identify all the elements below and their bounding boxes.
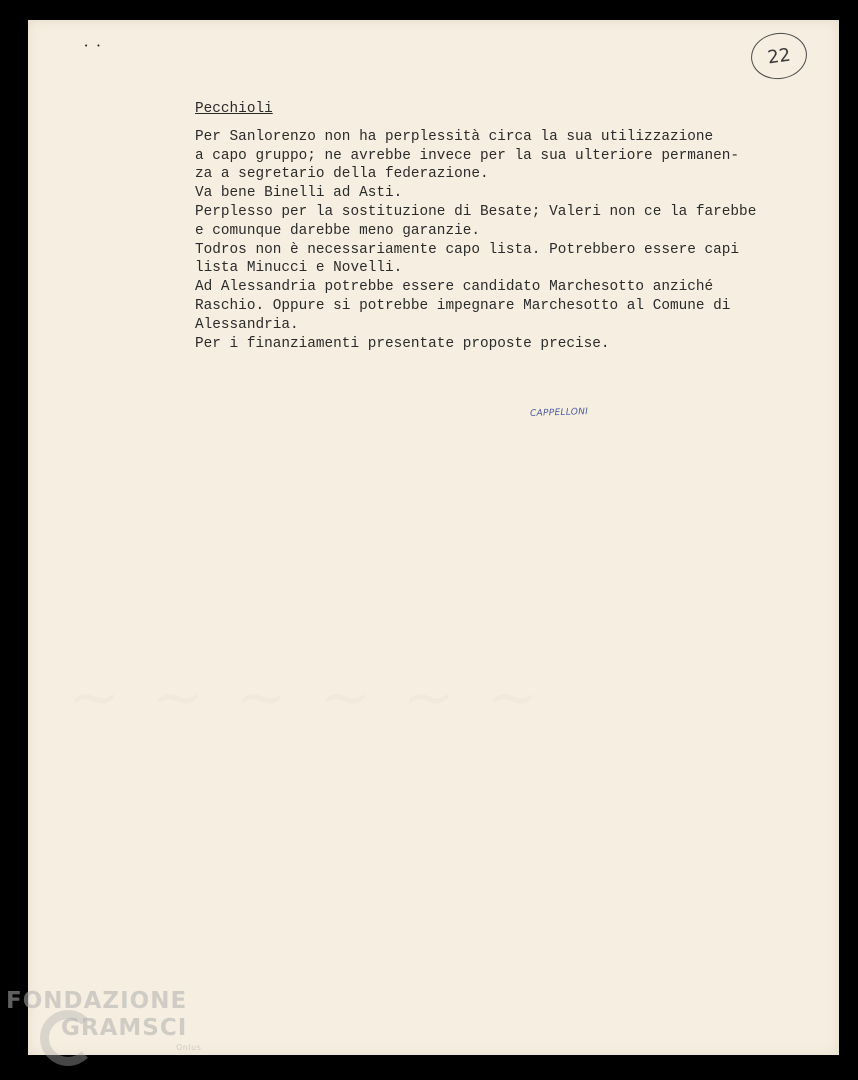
text-line: Raschio. Oppure si potrebbe impegnare Marchesotto al Comune di (195, 297, 731, 314)
watermark-line1: FONDAZIONE (6, 988, 188, 1014)
paper-speck: • • (84, 42, 103, 50)
page-number: 22 (766, 44, 792, 68)
text-line: Todros non è necessariamente capo lista. Potrebbero essere capi (195, 241, 740, 258)
text-line: e comunque darebbe meno garanzie. (195, 222, 480, 239)
archive-watermark (6, 988, 201, 1052)
text-line: Alessandria. (195, 316, 299, 333)
text-line: Perplesso per la sostituzione di Besate; Valeri non ce la farebbe (195, 203, 757, 220)
text-line: Ad Alessandria potrebbe essere candidato Marchesotto anziché (195, 279, 714, 296)
bleed-through-text: ~ ~ ~ ~ ~ ~ (68, 660, 545, 733)
typed-text-block (195, 100, 825, 353)
text-line: za a segretario della federazione. (195, 166, 489, 183)
handwritten-note: CAPPELLONI (529, 406, 589, 420)
text-line: lista Minucci e Novelli. (195, 260, 403, 277)
speaker-heading: Pecchioli (195, 101, 273, 117)
watermark-line2: GRAMSCI (61, 1015, 188, 1041)
text-line: Per i finanziamenti presentate proposte precise. (195, 335, 610, 352)
text-line: Va bene Binelli ad Asti. (195, 185, 403, 202)
text-line: a capo gruppo; ne avrebbe invece per la sua ulteriore permanen- (195, 147, 740, 164)
gramsci-logo-icon (40, 1010, 96, 1066)
watermark-line3: Onlus (176, 1043, 202, 1052)
text-line: Per Sanlorenzo non ha perplessità circa la sua utilizzazione (195, 128, 714, 145)
